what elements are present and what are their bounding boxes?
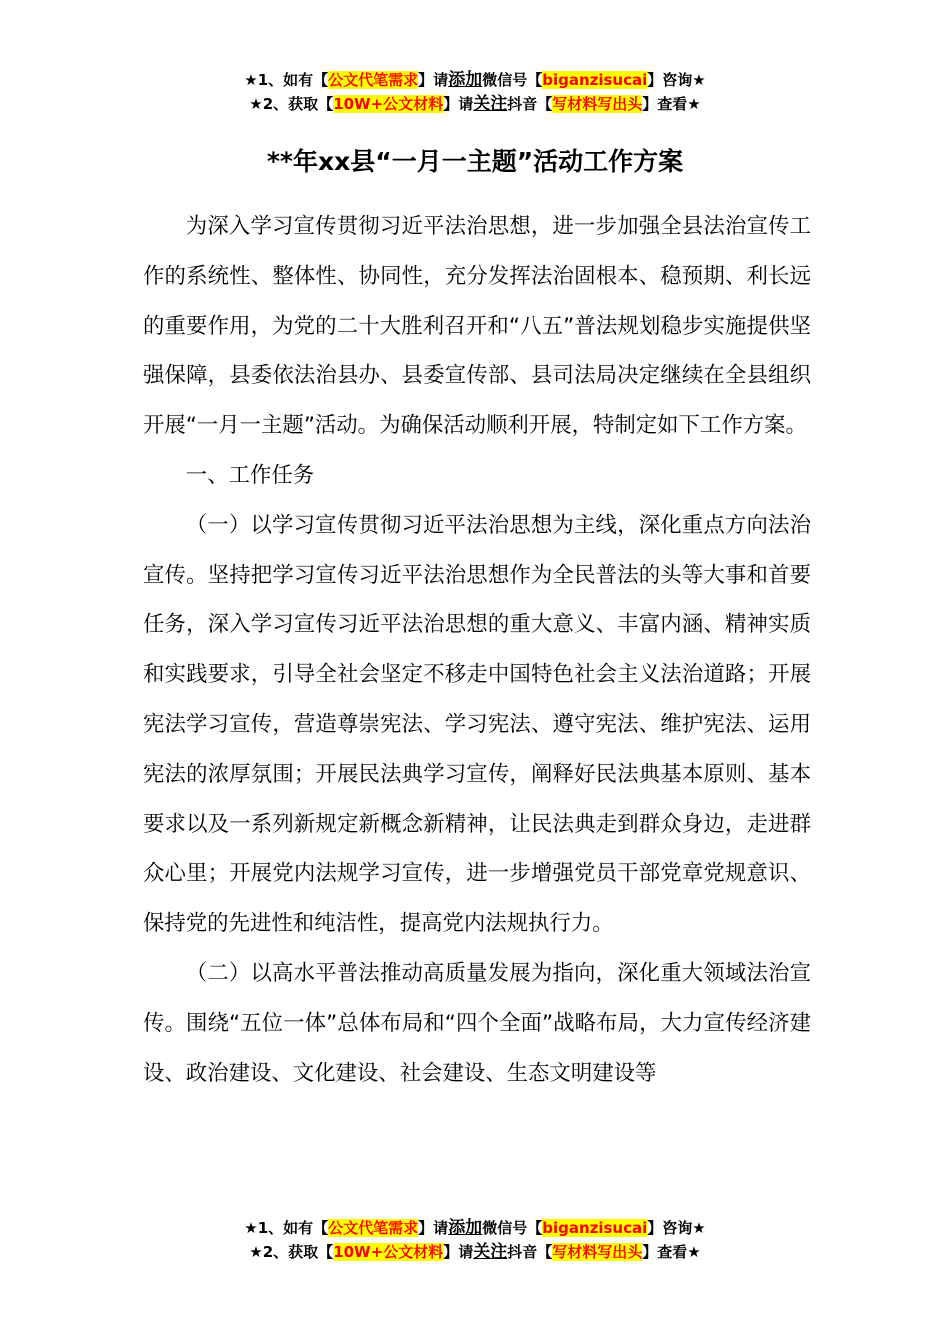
footer-banner-line-2 bbox=[0, 1240, 950, 1264]
banner-text: 】请 bbox=[443, 1243, 474, 1261]
footer-banner-line-1 bbox=[0, 1216, 950, 1240]
highlight-materials: 10W+公文材料 bbox=[333, 95, 444, 113]
header-banner-line-1 bbox=[0, 68, 950, 92]
banner-text: 抖音【 bbox=[507, 1243, 553, 1261]
body-paragraph: （一）以学习宣传贯彻习近平法治思想为主线，深化重点方向法治宣传。坚持把学习宣传习近平法治思想作为全民普法的头等大事和首要任务，深入学习宣传习近平法治思想的重大意义、丰富内涵、精神实质和实践要求，引导全社会坚定不移走中国特色社会主义法治道路；开展宪法学习宣传，营造尊崇宪法、学习宪法、遵守宪法、维护宪法、运用宪法的浓厚氛围；开展民法典学习宣传，阐释好民法典基本原则、基本要求以及一系列新规定新概念新精神，让民法典走到群众身边，走进群众心里；开展党内法规学习宣传，进一步增强党员干部党章党规意识、保持党的先进性和纯洁性，提高党内法规执行力。 bbox=[143, 512, 811, 937]
body-paragraph: （二）以高水平普法推动高质量发展为指向，深化重大领域法治宣传。围绕“五位一体”总体布局和“四个全面”战略布局，大力宣传经济建设、政治建设、文化建设、社会建设、生态文明建设等 bbox=[143, 960, 811, 1086]
highlight-wechat-id: biganzisucai bbox=[542, 71, 648, 89]
intro-paragraph: 为深入学习宣传贯彻习近平法治思想，进一步加强全县法治宣传工作的系统性、整体性、协同性，充分发挥法治固根本、稳预期、利长远的重要作用，为党的二十大胜利召开和“八五”普法规划稳步实施提供坚强保障，县委依法治县办、县委宣传部、县司法局决定继续在全县组织开展“一月一主题”活动。为确保活动顺利开展，特制定如下工作方案。 bbox=[143, 214, 811, 439]
highlight-materials: 10W+公文材料 bbox=[333, 1243, 444, 1261]
banner-text: 】咨询★ bbox=[647, 71, 706, 89]
underline-action: 添加 bbox=[448, 1218, 483, 1238]
banner-text: ★1、如有【 bbox=[244, 1219, 329, 1237]
highlight-service: 公文代笔需求 bbox=[328, 1219, 419, 1237]
banner-text: 抖音【 bbox=[507, 95, 553, 113]
banner-text: ★2、获取【 bbox=[249, 1243, 334, 1261]
section-heading: 一、工作任务 bbox=[185, 462, 315, 488]
banner-text: 】请 bbox=[418, 71, 449, 89]
banner-text: 微信号【 bbox=[482, 1219, 543, 1237]
underline-action: 关注 bbox=[473, 94, 508, 114]
highlight-service: 公文代笔需求 bbox=[328, 71, 419, 89]
footer-banner bbox=[0, 1216, 950, 1264]
banner-text: ★1、如有【 bbox=[244, 71, 329, 89]
document-body bbox=[143, 202, 811, 1098]
banner-text: 】请 bbox=[418, 1219, 449, 1237]
underline-action: 添加 bbox=[448, 70, 483, 90]
banner-text: 】请 bbox=[443, 95, 474, 113]
document-title: **年xx县“一月一主题”活动工作方案 bbox=[266, 147, 684, 176]
underline-action: 关注 bbox=[473, 1242, 508, 1262]
header-banner-line-2 bbox=[0, 92, 950, 116]
banner-text: 】查看★ bbox=[642, 1243, 701, 1261]
highlight-douyin-account: 写材料写出头 bbox=[552, 95, 643, 113]
banner-text: 微信号【 bbox=[482, 71, 543, 89]
highlight-wechat-id: biganzisucai bbox=[542, 1219, 648, 1237]
banner-text: ★2、获取【 bbox=[249, 95, 334, 113]
banner-text: 】查看★ bbox=[642, 95, 701, 113]
header-banner bbox=[0, 68, 950, 116]
banner-text: 】咨询★ bbox=[647, 1219, 706, 1237]
highlight-douyin-account: 写材料写出头 bbox=[552, 1243, 643, 1261]
